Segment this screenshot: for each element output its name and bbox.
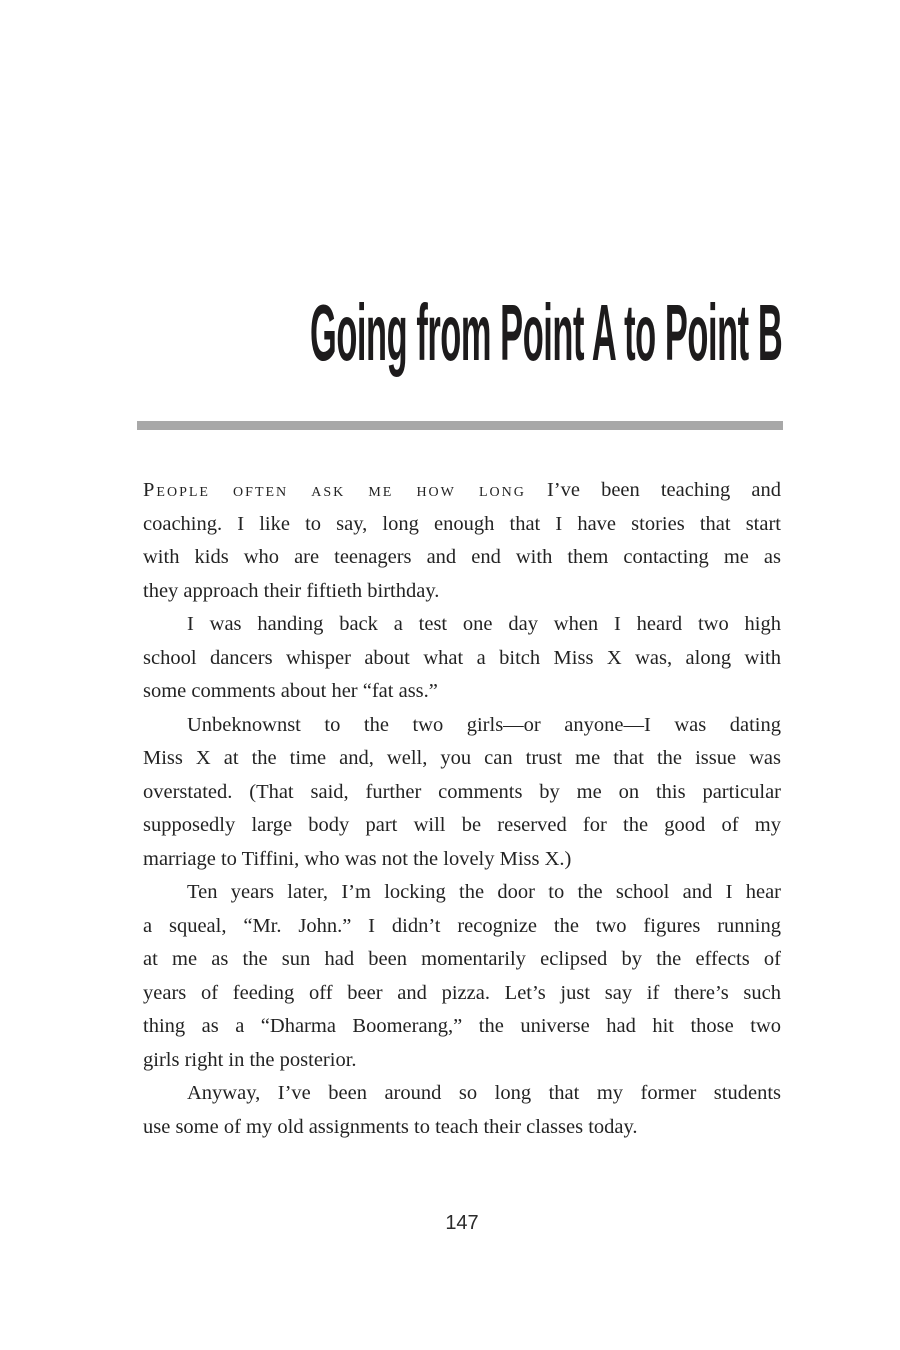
page-number: 147 [445,1212,479,1234]
paragraph [143,876,781,1077]
paragraph [143,608,781,709]
text-line: some comments about her “fat ass.” [143,680,438,702]
text-line: Unbeknownst to the two girls—or anyone—I was dating [187,713,781,736]
smallcaps-lead: People often ask me how long [143,479,526,501]
text-line: school dancers whisper about what a bitch Miss X was, along with [143,646,781,669]
text-line: at me as the sun had been momentarily eclipsed by the effects of [143,948,781,970]
paragraph [143,709,781,877]
text-line: they approach their fiftieth birthday. [143,579,440,602]
paragraph [143,1077,781,1144]
text-line: marriage to Tiffini, who was not the lovely Miss X.) [143,847,572,870]
chapter-title [0,288,782,377]
paragraph [143,474,781,608]
body-text [143,474,781,1144]
text-line: years of feeding off beer and pizza. Let’s just say if there’s such [143,981,781,1004]
text-line: with kids who are teenagers and end with them contacting me as [143,546,781,568]
text-line: a squeal, “Mr. John.” I didn’t recognize the two figures running [143,914,781,937]
text-line: People often ask me how long I’ve been teaching and [143,479,781,501]
text-line: use some of my old assignments to teach their classes today. [143,1115,638,1138]
text-line: supposedly large body part will be reserved for the good of my [143,814,781,836]
chapter-title-text: Going from Point A to Point B [309,288,782,377]
text-line: coaching. I like to say, long enough that I have stories that start [143,512,781,535]
text-line: overstated. (That said, further comments by me on this particular [143,780,781,803]
text-line: I was handing back a test one day when I heard two high [187,613,781,635]
text-line: thing as a “Dharma Boomerang,” the universe had hit those two [143,1015,781,1037]
text-line: girls right in the posterior. [143,1048,357,1071]
text-line: Miss X at the time and, well, you can trust me that the issue was [143,747,781,769]
title-rule [137,421,783,430]
text-line: Ten years later, I’m locking the door to the school and I hear [187,881,781,903]
text-line: Anyway, I’ve been around so long that my former students [187,1082,781,1104]
